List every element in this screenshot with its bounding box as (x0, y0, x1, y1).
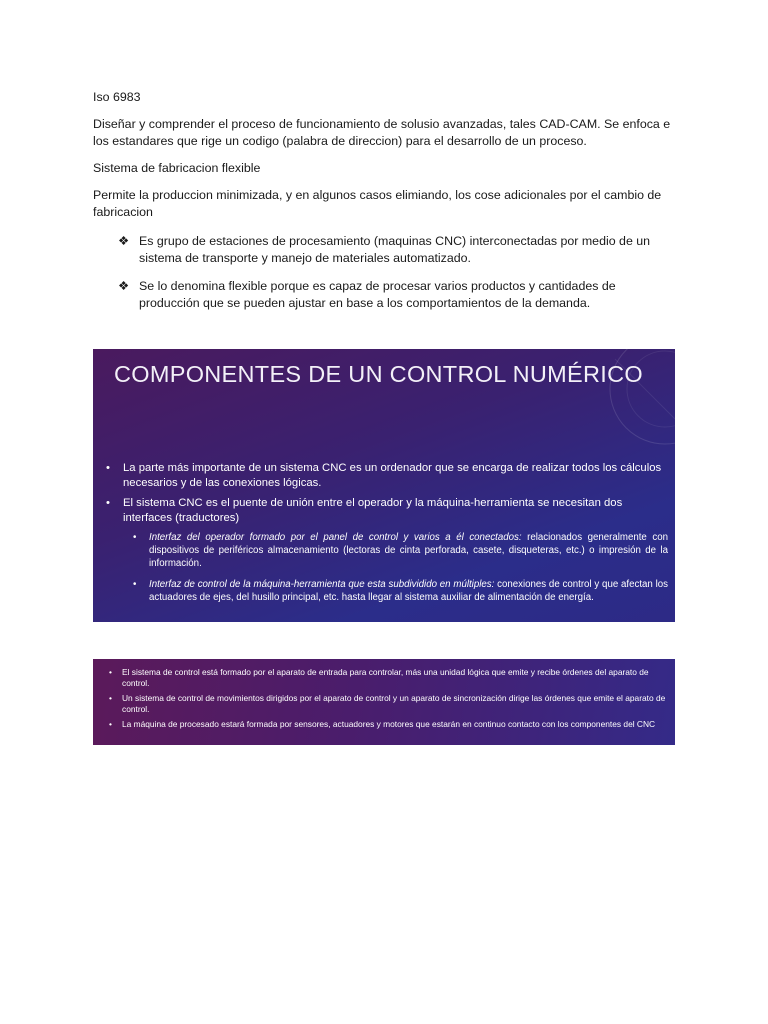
slide-list (93, 667, 673, 734)
doc-subheading: Sistema de fabricacion flexible (93, 161, 261, 175)
slide-title: COMPONENTES DE UN CONTROL NUMÉRICO (114, 361, 643, 387)
slide-bullet (93, 693, 673, 715)
bullet-dot-icon: • (106, 462, 110, 474)
bullet-dot-icon: • (109, 667, 112, 677)
slide-bullet (93, 719, 673, 730)
slide-list (93, 461, 668, 612)
bullet-dot-icon: • (109, 693, 112, 703)
slide-subbullet-text: relacionados generalmente con dispositivos de periféricos almacenamiento (lectoras de cinta perforada, casete, disqueteras, etc.) o impresión de la información. (149, 532, 668, 569)
list-item (118, 278, 678, 312)
bullet-dot-icon: • (106, 497, 110, 509)
slide-subbullet-italic: Interfaz de control de la máquina-herramienta que esta subdividido en múltiples: (149, 579, 495, 590)
slide-bullet-text: La parte más importante de un sistema CNC es un ordenador que se encarga de realizar todos los cálculos necesarios y de las conexiones lógicas. (123, 462, 662, 489)
doc-intro: Diseñar y comprender el proceso de funcionamiento de solusio avanzadas, tales CAD-CAM. Se enfoca e los estandares que rige un codigo (palabra de direccion) para el desarrollo de un proceso. (93, 117, 671, 148)
slide-bullet (93, 667, 673, 689)
slide-image-componentes (93, 349, 675, 622)
slide-image-sistema-control (93, 659, 675, 745)
slide-bullet-text: La máquina de procesado estará formada por sensores, actuadores y motores que estarán en continuo contacto con los componentes del CNC (122, 719, 656, 729)
doc-definition: Permite la produccion minimizada, y en algunos casos elimiando, los cose adicionales por el cambio de fabricacion (93, 188, 662, 219)
bullet-dot-icon: • (133, 532, 137, 543)
slide-bullet (93, 496, 668, 526)
diamond-bullet-icon: ❖ (118, 279, 130, 293)
slide-subbullet (93, 531, 668, 570)
list-item (118, 233, 678, 267)
slide-bullet-text: Un sistema de control de movimientos dirigidos por el aparato de control y un aparato de sincronización dirige las órdenes que emite el aparato de control. (122, 693, 666, 714)
slide-bullet-text: El sistema CNC es el puente de unión entre el operador y la máquina-herramienta se necesitan dos interfaces (traductores) (123, 497, 623, 524)
bullet-text: Es grupo de estaciones de procesamiento (maquinas CNC) interconectadas por medio de un sistema de transporte y manejo de materiales automatizado. (139, 234, 651, 265)
slide-subbullet (93, 578, 668, 604)
slide-subbullet-italic: Interfaz del operador formado por el panel de control y varios a él conectados: (149, 532, 522, 543)
slide-bullet (93, 461, 668, 491)
slide-bullet-text: El sistema de control está formado por el aparato de entrada para controlar, más una unidad lógica que emite y recibe órdenes del aparato de control. (122, 667, 649, 688)
diamond-bullet-icon: ❖ (118, 234, 130, 248)
bullet-dot-icon: • (109, 719, 112, 729)
bullet-text: Se lo denomina flexible porque es capaz de procesar varios productos y cantidades de producción que se pueden ajustar en base a los comportamientos de la demanda. (139, 279, 616, 310)
doc-heading: Iso 6983 (93, 90, 141, 104)
bullet-dot-icon: • (133, 579, 137, 590)
slide-subbullet-text: conexiones de control y que afectan los actuadores de ejes, del husillo principal, etc. hasta llegar al sistema auxiliar de alimentación de energía. (149, 579, 668, 603)
